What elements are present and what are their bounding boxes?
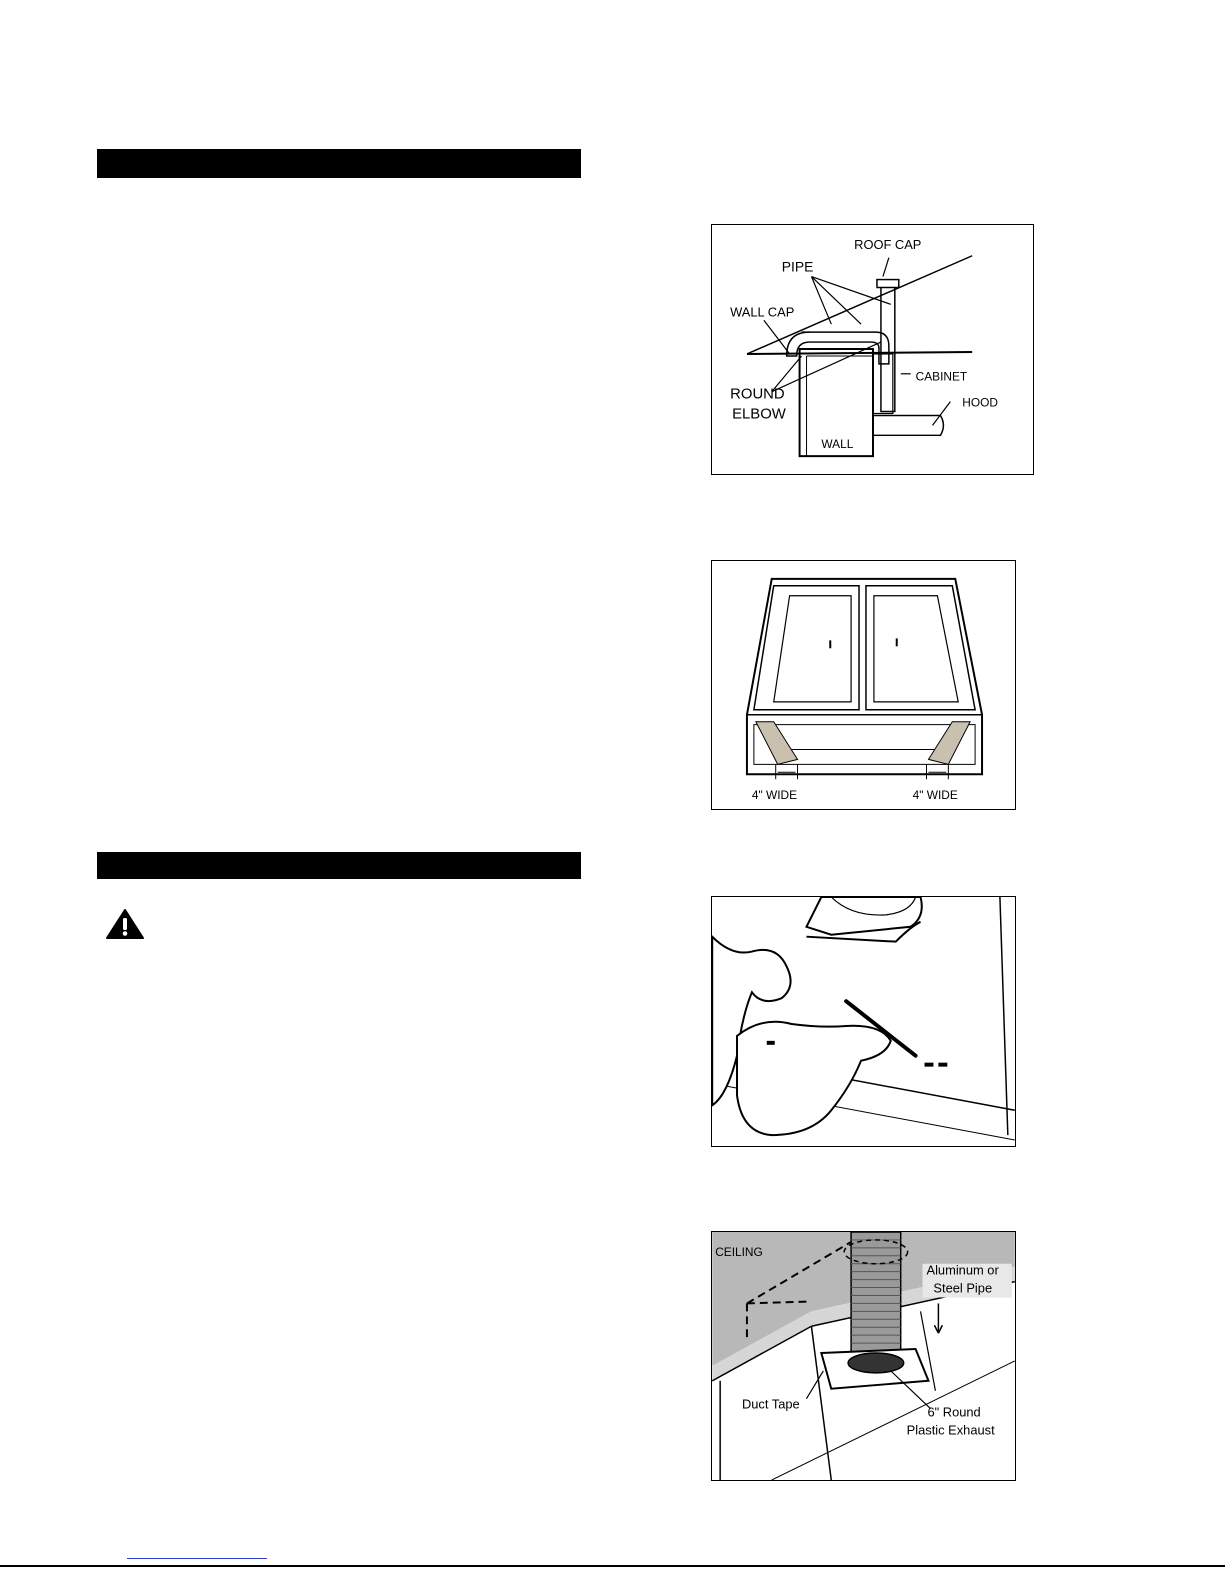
right-width-label: 4" WIDE [912, 788, 958, 803]
roof-cap-label: ROOF CAP [854, 236, 922, 252]
section-header-bar-2 [97, 852, 581, 879]
pipe-material-label-line2: Steel Pipe [933, 1280, 993, 1296]
wall-cap-label: WALL CAP [730, 304, 795, 320]
cabinet-width-figure [711, 560, 1016, 810]
hood-label: HOOD [962, 395, 998, 410]
cabinet-label: CABINET [915, 369, 968, 384]
pipe-label: PIPE [781, 258, 814, 275]
footer-rule [0, 1565, 1225, 1567]
round-label: ROUND [730, 386, 785, 403]
ceiling-label: CEILING [715, 1244, 763, 1259]
left-width-label: 4" WIDE [751, 788, 798, 803]
footer-link-underline[interactable] [127, 1558, 267, 1559]
elbow-label: ELBOW [732, 406, 786, 423]
marking-holes-figure [711, 896, 1016, 1147]
duct-installation-figure [711, 1231, 1016, 1481]
pipe-material-label-line1: Aluminum or [926, 1262, 999, 1278]
venting-diagram-figure [711, 224, 1034, 475]
round-exhaust-label-line2: Plastic Exhaust [906, 1422, 995, 1438]
duct-tape-label: Duct Tape [741, 1396, 800, 1412]
warning-triangle-icon [106, 909, 144, 939]
wall-label: WALL [821, 437, 854, 452]
round-exhaust-label-line1: 6" Round [927, 1404, 981, 1420]
section-header-bar-1 [97, 149, 581, 178]
